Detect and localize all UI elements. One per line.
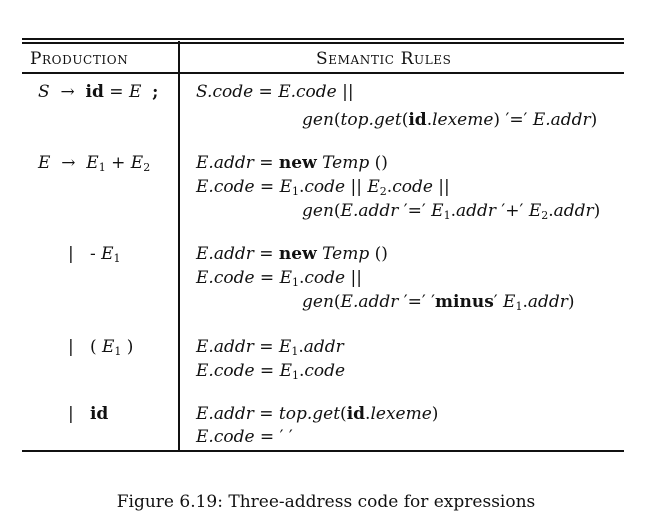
header-semantic-rules: Semantic Rules [316,49,452,69]
rule-row-3-line-3: gen(E.addr ′=′ ′minus′ $E_1.addr$) [302,292,575,313]
rule-row-2-line-1: E.addr = new Temp () [196,153,388,173]
rule-row-4-line-2: E.code = $E_1.code$ [196,361,346,382]
production-row-2: $E \to E_1 + E_2$ [38,153,151,174]
top-rule [22,38,624,40]
rule-row-1-line-1: S.code = E.code || [196,82,354,102]
production-row-4: | ( $E_1$ ) [68,337,134,358]
figure-caption: Figure 6.19: Three-address code for expressions [116,492,536,512]
rule-row-4-line-1: E.addr = $E_1.addr$ [196,337,344,358]
bottom-rule [22,450,624,452]
header-production: Production [30,49,129,69]
production-row-5: | id [68,404,109,424]
rule-row-5-line-2: E.code = ′ ′ [196,427,293,447]
rule-row-2-line-3: gen(E.addr ′=′ $E_1.addr$ ′+′ $E_2.addr$) [302,201,601,222]
rule-row-2-line-2: E.code = $E_1.code$ || $E_2.code$ || [196,177,450,198]
production-row-3: | - $E_1$ [68,244,121,265]
header-rule [22,72,624,74]
top-rule-2 [22,42,624,44]
rule-row-3-line-2: E.code = $E_1.code$ || [196,268,362,289]
column-divider [178,41,180,452]
rule-row-5-line-1: E.addr = top.get(id.lexeme) [196,404,439,424]
rule-row-3-line-1: E.addr = new Temp () [196,244,388,264]
production-row-1: S → id = E ; [38,82,159,102]
rule-row-1-line-2: gen(top.get(id.lexeme) ′=′ E.addr) [302,110,598,130]
